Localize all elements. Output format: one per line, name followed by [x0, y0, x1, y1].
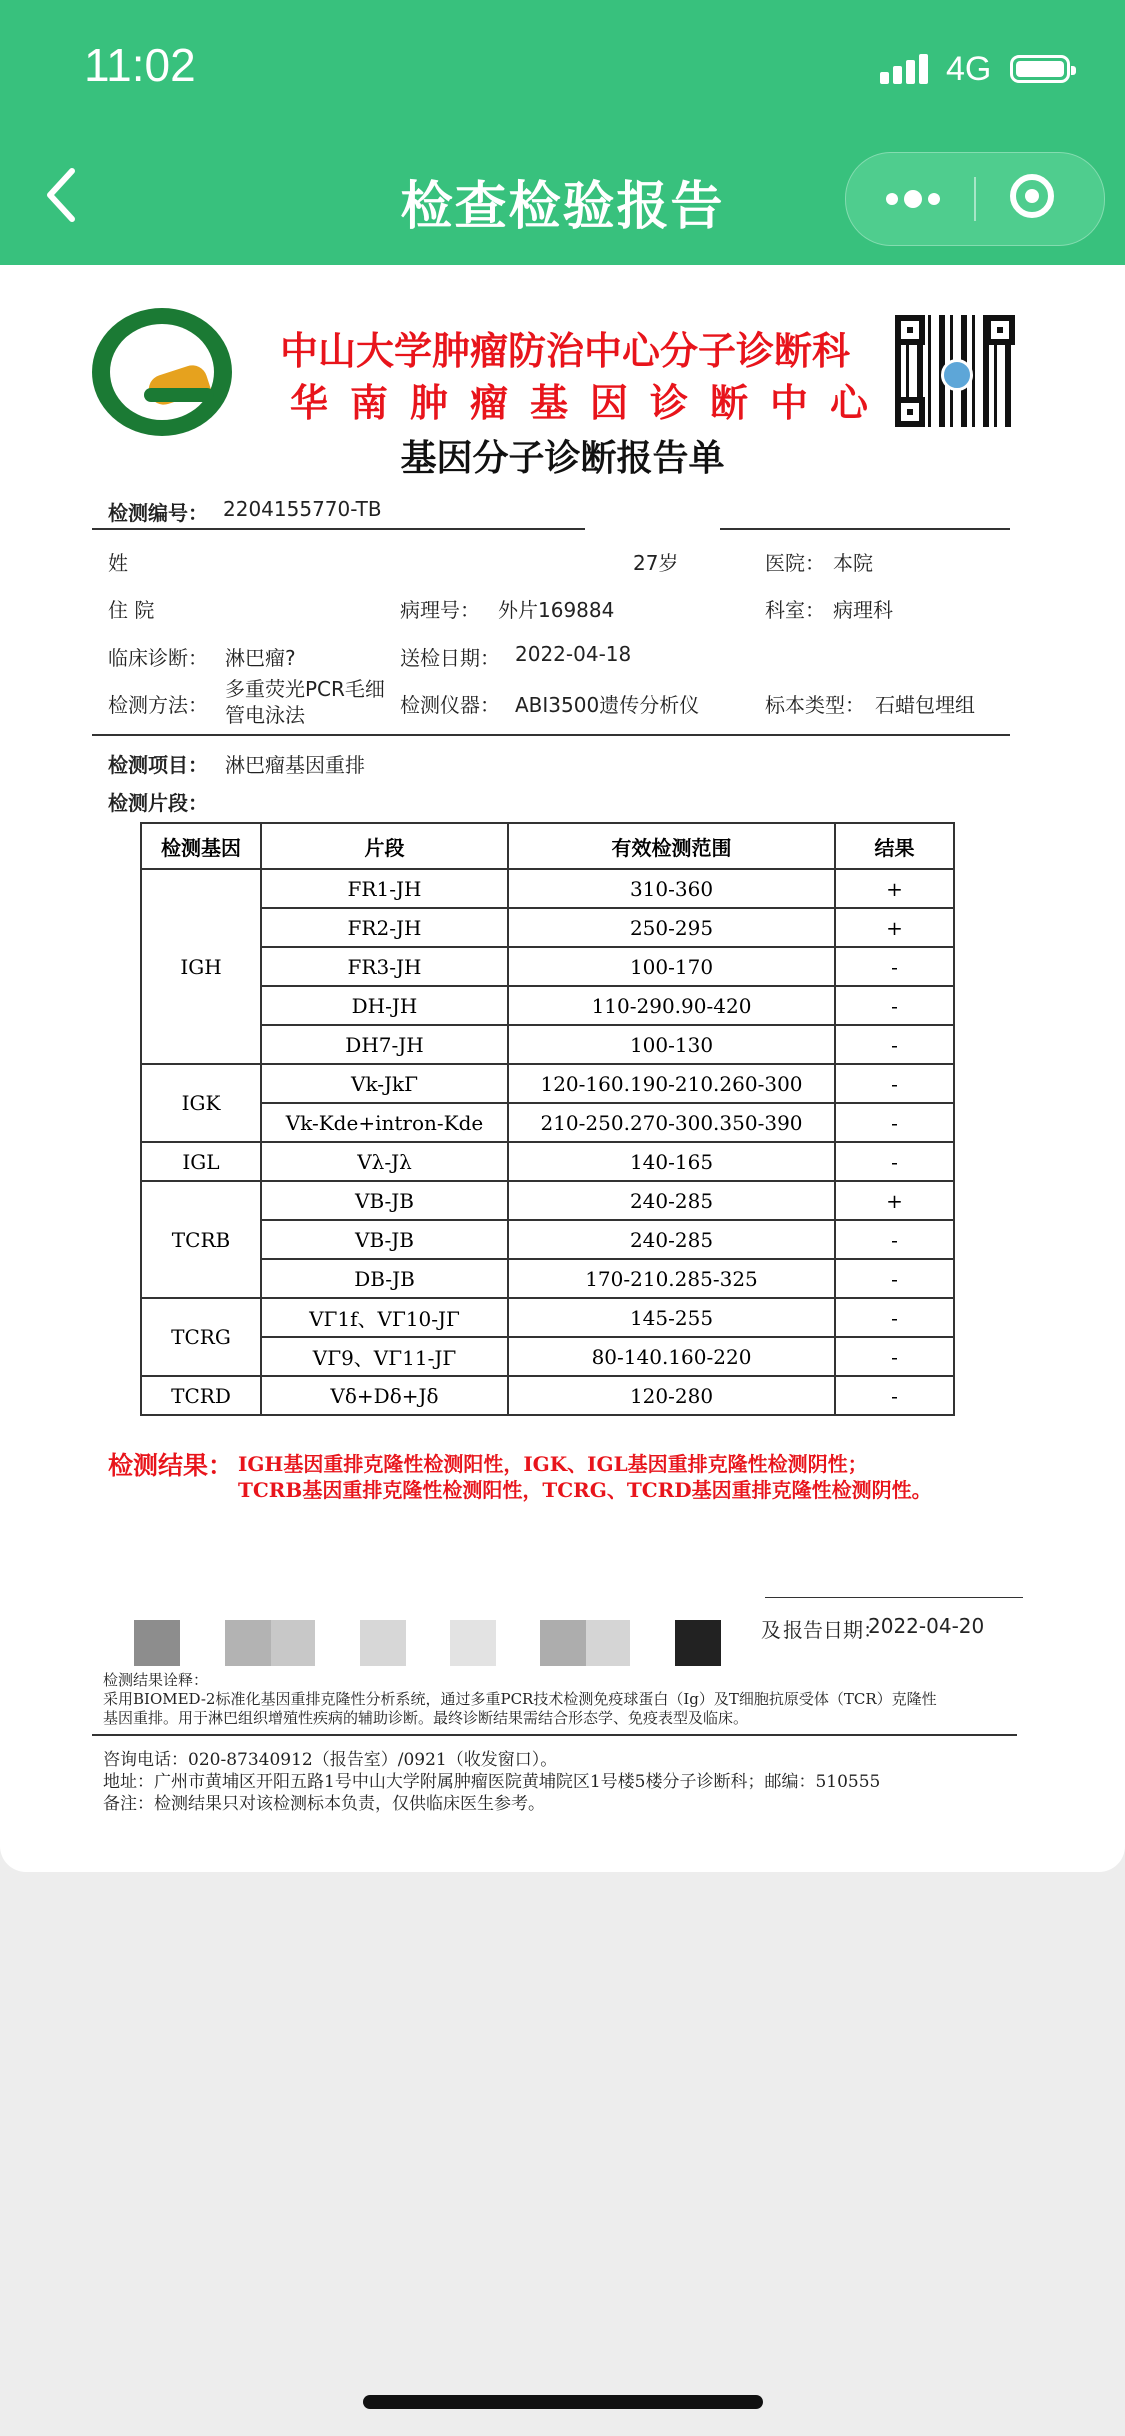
range-cell: 100-130: [508, 1025, 835, 1064]
status-icons: [880, 50, 1090, 90]
gene-rearrangement-table: [140, 822, 955, 1416]
method-label: 检测方法：: [108, 693, 208, 717]
fragment-cell: VB-JB: [261, 1181, 508, 1220]
fragment-cell: Vk-Kde+intron-Kde: [261, 1103, 508, 1142]
note-line-2: 基因重排。用于淋巴组织增殖性疾病的辅助诊断。最终诊断结果需结合形态学、免疫表型及临床。: [103, 1709, 749, 1727]
test-no-label: 检测编号：: [108, 501, 208, 525]
redacted-block: [360, 1620, 406, 1666]
fragment-cell: FR1-JH: [261, 869, 508, 908]
diagnosis-value: 淋巴瘤?: [225, 646, 296, 670]
institution-subname: 华南肿瘤基因诊断中心: [290, 381, 891, 425]
age-value: 27岁: [633, 551, 679, 575]
result-cell: -: [835, 1376, 954, 1415]
fragment-cell: DH-JH: [261, 986, 508, 1025]
redacted-block: [586, 1620, 630, 1666]
result-cell: -: [835, 947, 954, 986]
table-row: [141, 947, 954, 986]
range-cell: 240-285: [508, 1181, 835, 1220]
report-title: 基因分子诊断报告单: [400, 438, 725, 479]
result-text-1: IGH基因重排克隆性检测阳性，IGK、IGL基因重排克隆性检测阴性；: [238, 1452, 868, 1476]
redacted-block: [225, 1620, 271, 1666]
fragment-label: 检测片段：: [108, 791, 208, 815]
home-indicator[interactable]: [363, 2395, 763, 2409]
pathology-no-label: 病理号：: [400, 598, 480, 622]
table-row: [141, 1025, 954, 1064]
contact-address: 地址：广州市黄埔区开阳五路1号中山大学附属肿瘤医院黄埔院区1号楼5楼分子诊断科；邮编：510555: [103, 1772, 881, 1792]
hospital-value: 本院: [833, 551, 873, 575]
note-line-1: 采用BIOMED-2标准化基因重排克隆性分析系统，通过多重PCR技术检测免疫球蛋白（Ig）及T细胞抗原受体（TCR）克隆性: [103, 1690, 937, 1708]
table-row: [141, 1220, 954, 1259]
note-title: 检测结果诠释：: [103, 1671, 209, 1689]
fragment-cell: VB-JB: [261, 1220, 508, 1259]
submit-date-value: 2022-04-18: [515, 642, 632, 666]
specimen-label: 标本类型：: [765, 693, 865, 717]
table-row: [141, 869, 954, 908]
qr-code[interactable]: [895, 315, 1015, 427]
fragment-cell: Vδ+Dδ+Jδ: [261, 1376, 508, 1415]
network-label: 4G: [946, 50, 992, 88]
range-cell: 100-170: [508, 947, 835, 986]
contact-phone: 咨询电话：020-87340912（报告室）/0921（收发窗口）。: [103, 1750, 558, 1770]
redacted-block: [450, 1620, 496, 1666]
more-dots-icon: [886, 193, 898, 205]
name-label: 姓: [108, 551, 128, 575]
result-cell: -: [835, 986, 954, 1025]
report-date-prefix: 及: [761, 1618, 781, 1642]
range-cell: 140-165: [508, 1142, 835, 1181]
result-cell: -: [835, 1298, 954, 1337]
dept-value: 病理科: [833, 598, 893, 622]
table-row: [141, 1103, 954, 1142]
hospital-label: 医院：: [765, 551, 825, 575]
range-cell: 170-210.285-325: [508, 1259, 835, 1298]
range-cell: 110-290.90-420: [508, 986, 835, 1025]
table-row: [141, 986, 954, 1025]
result-cell: -: [835, 1064, 954, 1103]
divider: [92, 734, 1010, 736]
page-title: 检查检验报告: [400, 177, 725, 237]
method-value-2: 管电泳法: [225, 703, 305, 727]
table-row: [141, 1298, 954, 1337]
table-header-row: [141, 823, 954, 869]
item-label: 检测项目：: [108, 753, 208, 777]
qr-center-logo: [941, 359, 973, 391]
result-cell: -: [835, 1220, 954, 1259]
result-cell: -: [835, 1142, 954, 1181]
diagnosis-label: 临床诊断：: [108, 646, 208, 670]
result-cell: -: [835, 1259, 954, 1298]
range-cell: 120-160.190-210.260-300: [508, 1064, 835, 1103]
mini-program-capsule: [845, 152, 1105, 246]
fragment-cell: VΓ9、VΓ11-JΓ: [261, 1337, 508, 1376]
result-cell: +: [835, 908, 954, 947]
institution-name: 中山大学肿瘤防治中心分子诊断科: [280, 329, 851, 373]
fragment-cell: FR3-JH: [261, 947, 508, 986]
submit-date-label: 送检日期：: [400, 646, 500, 670]
battery-icon: [1010, 55, 1070, 83]
close-button[interactable]: [976, 153, 1104, 245]
more-button[interactable]: [846, 153, 974, 245]
redacted-block: [271, 1620, 315, 1666]
status-time: 11:02: [84, 39, 196, 91]
col-header-range: 有效检测范围: [508, 823, 835, 869]
range-cell: 250-295: [508, 908, 835, 947]
range-cell: 210-250.270-300.350-390: [508, 1103, 835, 1142]
fragment-cell: DB-JB: [261, 1259, 508, 1298]
result-label: 检测结果：: [108, 1451, 234, 1480]
divider: [92, 528, 585, 530]
fragment-cell: DH7-JH: [261, 1025, 508, 1064]
report-date-value: 2022-04-20: [868, 1614, 985, 1638]
divider: [92, 1734, 1017, 1736]
gene-cell: IGK: [141, 1064, 261, 1142]
range-cell: 120-280: [508, 1376, 835, 1415]
table-row: [141, 1181, 954, 1220]
pathology-no-value: 外片169884: [498, 598, 615, 622]
app-header: [0, 0, 1125, 265]
fragment-cell: FR2-JH: [261, 908, 508, 947]
table-row: [141, 1259, 954, 1298]
specimen-value: 石蜡包埋组: [875, 693, 975, 717]
fragment-cell: VΓ1f、VΓ10-JΓ: [261, 1298, 508, 1337]
admission-label: 住 院: [108, 598, 155, 622]
dept-label: 科室：: [765, 598, 825, 622]
range-cell: 310-360: [508, 869, 835, 908]
fragment-cell: Vk-JkΓ: [261, 1064, 508, 1103]
table-row: [141, 908, 954, 947]
item-value: 淋巴瘤基因重排: [225, 753, 365, 777]
redacted-block: [675, 1620, 721, 1666]
gene-cell: TCRD: [141, 1376, 261, 1415]
redacted-block: [540, 1620, 586, 1666]
result-cell: +: [835, 869, 954, 908]
divider: [720, 528, 1010, 530]
report-date-label: 报告日期：: [783, 1618, 883, 1642]
remark: 备注：检测结果只对该检测标本负责，仅供临床医生参考。: [103, 1794, 545, 1814]
gene-cell: IGL: [141, 1142, 261, 1181]
table-row: [141, 1064, 954, 1103]
result-text-2: TCRB基因重排克隆性检测阳性，TCRG、TCRD基因重排克隆性检测阴性。: [238, 1478, 932, 1502]
method-value-1: 多重荧光PCR毛细: [225, 677, 385, 701]
gene-cell: TCRG: [141, 1298, 261, 1376]
col-header-result: 结果: [835, 823, 954, 869]
result-cell: -: [835, 1025, 954, 1064]
col-header-fragment: 片段: [261, 823, 508, 869]
gene-cell: IGH: [141, 869, 261, 1064]
result-cell: -: [835, 1103, 954, 1142]
range-cell: 240-285: [508, 1220, 835, 1259]
col-header-gene: 检测基因: [141, 823, 261, 869]
result-cell: -: [835, 1337, 954, 1376]
table-row: [141, 1142, 954, 1181]
range-cell: 80-140.160-220: [508, 1337, 835, 1376]
test-no-value: 2204155770-TB: [223, 497, 382, 521]
divider: [765, 1597, 1023, 1598]
fragment-cell: Vλ-Jλ: [261, 1142, 508, 1181]
table-row: [141, 1376, 954, 1415]
range-cell: 145-255: [508, 1298, 835, 1337]
hospital-logo: [92, 308, 232, 436]
result-cell: +: [835, 1181, 954, 1220]
instrument-label: 检测仪器：: [400, 693, 500, 717]
table-row: [141, 1337, 954, 1376]
redacted-block: [134, 1620, 180, 1666]
instrument-value: ABI3500遗传分析仪: [515, 693, 700, 717]
gene-cell: TCRB: [141, 1181, 261, 1298]
